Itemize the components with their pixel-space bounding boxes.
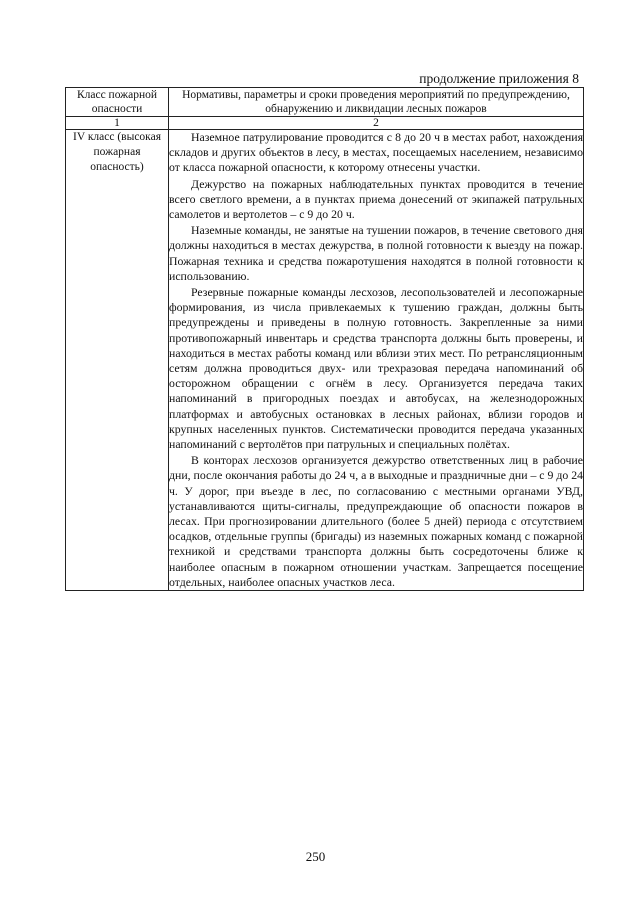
page-number: 250 bbox=[305, 849, 326, 864]
paragraph-forestry-offices: В конторах лесхозов организуется дежурство ответственных лиц в рабочие дни, после окончания работы до 24 ч, а в выходные и праздничные дни – с 9 до 24 ч. У дорог, при въезде в лес, по согласованию с местными органами УВД, устанавливаются щиты-сигналы, предупреждающие об опасности пожаров в лесах. При прогнозировании длительного (более 5 дней) периода с отсутствием осадков, отдельные группы (бригады) из наземных пожарных команд с пожарной техникой и средствами транспорта должны быть сосредоточены ближе к наиболее опасным в пожарном отношении участкам. Запрещается посещение отдельных, наиболее опасных участков леса. bbox=[169, 453, 583, 589]
column-header-measures: Нормативы, параметры и сроки проведения мероприятий по предупреждению, обнаружению и ликвидации лесных пожаров bbox=[169, 88, 584, 117]
column-header-fire-class: Класс пожарной опасности bbox=[66, 88, 169, 117]
fire-measures-table bbox=[65, 87, 584, 591]
measures-cell bbox=[169, 130, 584, 591]
paragraph-reserve-teams: Резервные пожарные команды лесхозов, лесопользователей и лесопожарные формирования, из числа привлекаемых к тушению граждан, должны быть предупреждены и приведены в полную готовность. Закрепленные за ними противопожарный инвентарь и средства транспорта должны быть проверены, и находиться в местах работы команд или вблизи этих мест. По ретрансляционным сетям должна проводиться двух- или трехразовая передача напоминаний об осторожном обращении с огнём в лесу. Организуется передача таких напоминаний в пригородных поездах и автобусах, на железнодорожных платформах и автобусных остановках в лесных районах, вблизи городов и крупных населенных пунктов. Систематически проводится передача указанных напоминаний с вертолётов при патрульных и специальных полётах. bbox=[169, 285, 583, 452]
table-row bbox=[66, 130, 584, 591]
paragraph-observation-posts: Дежурство на пожарных наблюдательных пунктах проводится в течение всего светлого времени, а в пунктах приема донесений от экипажей патрульных самолетов и вертолетов – с 9 до 20 ч. bbox=[169, 176, 583, 222]
column-number-1: 1 bbox=[66, 117, 169, 130]
paragraph-ground-teams: Наземные команды, не занятые на тушении пожаров, в течение светового дня должны находиться в местах дежурства, в полной готовности к выезду на пожар. Пожарная техника и средства пожаротушения находятся в полной готовности к использованию. bbox=[169, 223, 583, 283]
appendix-continuation-label: продолжение приложения 8 bbox=[419, 71, 579, 86]
column-number-2: 2 bbox=[169, 117, 584, 130]
paragraph-ground-patrol: Наземное патрулирование проводится с 8 до 20 ч в местах работ, нахождения складов и других объектов в лесу, в местах, посещаемых населением, независимо от класса пожарной опасности, к которому отнесены участки. bbox=[169, 130, 583, 175]
fire-class-cell: IV класс (высокая пожарная опасность) bbox=[66, 130, 169, 591]
column-number-row bbox=[66, 117, 584, 130]
table-header-row bbox=[66, 88, 584, 117]
